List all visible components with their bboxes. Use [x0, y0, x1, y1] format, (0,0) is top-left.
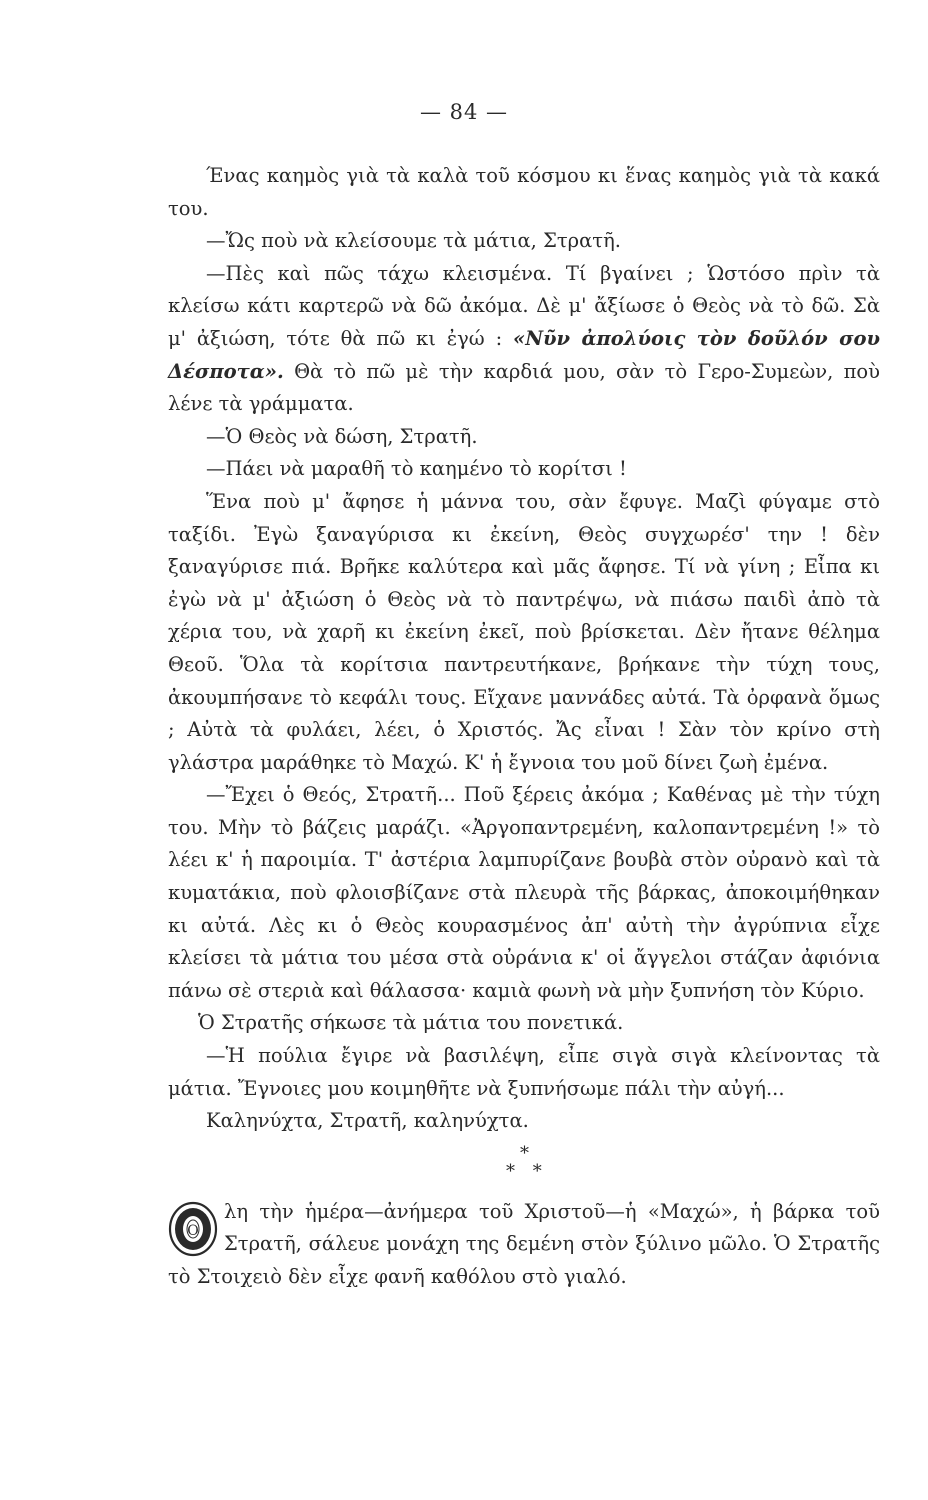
final-paragraph [168, 1196, 880, 1294]
drop-cap-letter: Ο [187, 1222, 199, 1239]
paragraph-10: Καληνύχτα, Στρατῆ, καληνύχτα. [206, 1109, 529, 1133]
paragraph-5: —Πάει νὰ μαραθῆ τὸ καημένο τὸ κορίτσι ! [206, 457, 627, 481]
asterism [168, 1138, 880, 1196]
drop-cap-ornament-icon [168, 1200, 218, 1258]
paragraph-8: Ὁ Στρατῆς σήκωσε τὰ μάτια του πονετικά. [198, 1011, 624, 1035]
paragraph-3 [168, 258, 880, 421]
drop-cap [168, 1200, 218, 1258]
quote-bold-italic: «Νῦν ἀπολύοις τὸν δοῦλόν σου Δέσποτα». [168, 326, 880, 383]
paragraph-6: Ἕνα ποὺ μ' ἄφησε ἡ μάννα του, σὰν ἔφυγε. Μαζὶ φύγαμε στὸ ταξίδι. Ἐγὼ ξαναγύρισα κι ἐκείνη, Θεὸς συγχωρέσ' την ! δὲν ξαναγύρισε πιά. Βρῆκε καλύτερα καὶ μᾶς ἄφησε. Τί νὰ γίνη ; Εἶπα κι ἐγὼ νὰ μ' ἀξιώση ὁ Θεὸς νὰ τὸ παντρέψω, νὰ πιάσω παιδὶ ἀπὸ τὰ χέρια του, νὰ χαρῆ κι ἐκείνη ἐκεῖ, ποὺ βρίσκεται. Δὲν ἤτανε θέλημα Θεοῦ. Ὅλα τὰ κορίτσια παντρευτήκανε, βρήκανε τὴν τύχη τους, ἀκουμπήσανε τὸ κεφάλι τους. Εἴχανε μαννάδες αὐτά. Τὰ ὀρφανὰ ὅμως ; Αὐτὰ τὰ φυλάει, λέει, ὁ Χριστός. Ἄς εἶναι ! Σὰν τὸν κρίνο στὴ γλάστρα μαράθηκε τὸ Μαχώ. Κ' ἡ ἔγνοια του μοῦ δίνει ζωὴ ἐμένα. [168, 489, 880, 774]
final-paragraph-text: λη τὴν ἡμέρα—ἀνήμερα τοῦ Χριστοῦ—ἡ «Μαχώ», ἡ βάρκα τοῦ Στρατῆ, σάλευε μονάχη της δεμένη στὸν ξύλινο μῶλο. Ὁ Στρατῆς τὸ Στοιχειὸ δὲν εἶχε φανῆ καθόλου στὸ γιαλό. [168, 1199, 880, 1288]
quote-after-text: Θὰ τὸ πῶ μὲ τὴν καρδιά μου, σὰν τὸ Γερο-Συμεὼν, ποὺ λένε τὰ γράμματα. [168, 359, 880, 416]
page-number: — 84 — [419, 100, 509, 124]
paragraph-7: —Ἔχει ὁ Θεός, Στρατῆ... Ποῦ ξέρεις ἀκόμα ; Καθένας μὲ τὴν τύχη του. Μὴν τὸ βάζεις μαράζι. «Ἀργοπαντρεμένη, καλοπαντρεμένη !» τὸ λέει κ' ἡ παροιμία. Τ' ἀστέρια λαμπυρίζανε βουβὰ στὸν οὐρανὸ καὶ τὰ κυματάκια, ποὺ φλοισβίζανε στὰ πλευρὰ τῆς βάρκας, ἀποκοιμήθηκαν κι αὐτά. Λὲς κι ὁ Θεὸς κουρασμένος ἀπ' αὐτὴ τὴν ἀγρύπνια εἶχε κλείσει τὰ μάτια του μέσα στὰ οὐράνια κ' οἱ ἄγγελοι στάζαν ἀφιόνια πάνω σὲ στεριὰ καὶ θάλασσα· καμιὰ φωνὴ νὰ μὴν ξυπνήση τὸν Κύριο. [168, 783, 880, 1002]
asterism-top: * [520, 1142, 529, 1164]
paragraph-1: Ένας καημὸς γιὰ τὰ καλὰ τοῦ κόσμου κι ἕνας καημὸς γιὰ τὰ κακά του. [168, 164, 880, 220]
paragraph-3-text: —Πὲς καὶ πῶς τάχω κλεισμένα. Τί βγαίνει ; Ὡστόσο πρὶν τὰ κλείσω κάτι καρτερῶ νὰ δῶ ἀκόμα. Δὲ μ' ἄξίωσε ὁ Θεὸς νὰ τὸ δῶ. Σὰ μ' ἀξιώση, τότε θὰ πῶ κι ἐγώ : [168, 261, 880, 350]
asterism-bottom: * * [506, 1160, 548, 1182]
paragraph-9: —Ἡ πούλια ἔγιρε νὰ βασιλέψη, εἶπε σιγὰ σιγὰ κλείνοντας τὰ μάτια. Ἔγνοιες μου κοιμηθῆτε νὰ ξυπνήσωμε πάλι τὴν αὐγή... [168, 1044, 880, 1100]
paragraph-2: —Ὤς ποὺ νὰ κλείσουμε τὰ μάτια, Στρατῆ. [206, 229, 621, 253]
body-text [168, 160, 880, 1294]
paragraph-4: —Ὁ Θεὸς νὰ δώση, Στρατῆ. [206, 424, 478, 448]
